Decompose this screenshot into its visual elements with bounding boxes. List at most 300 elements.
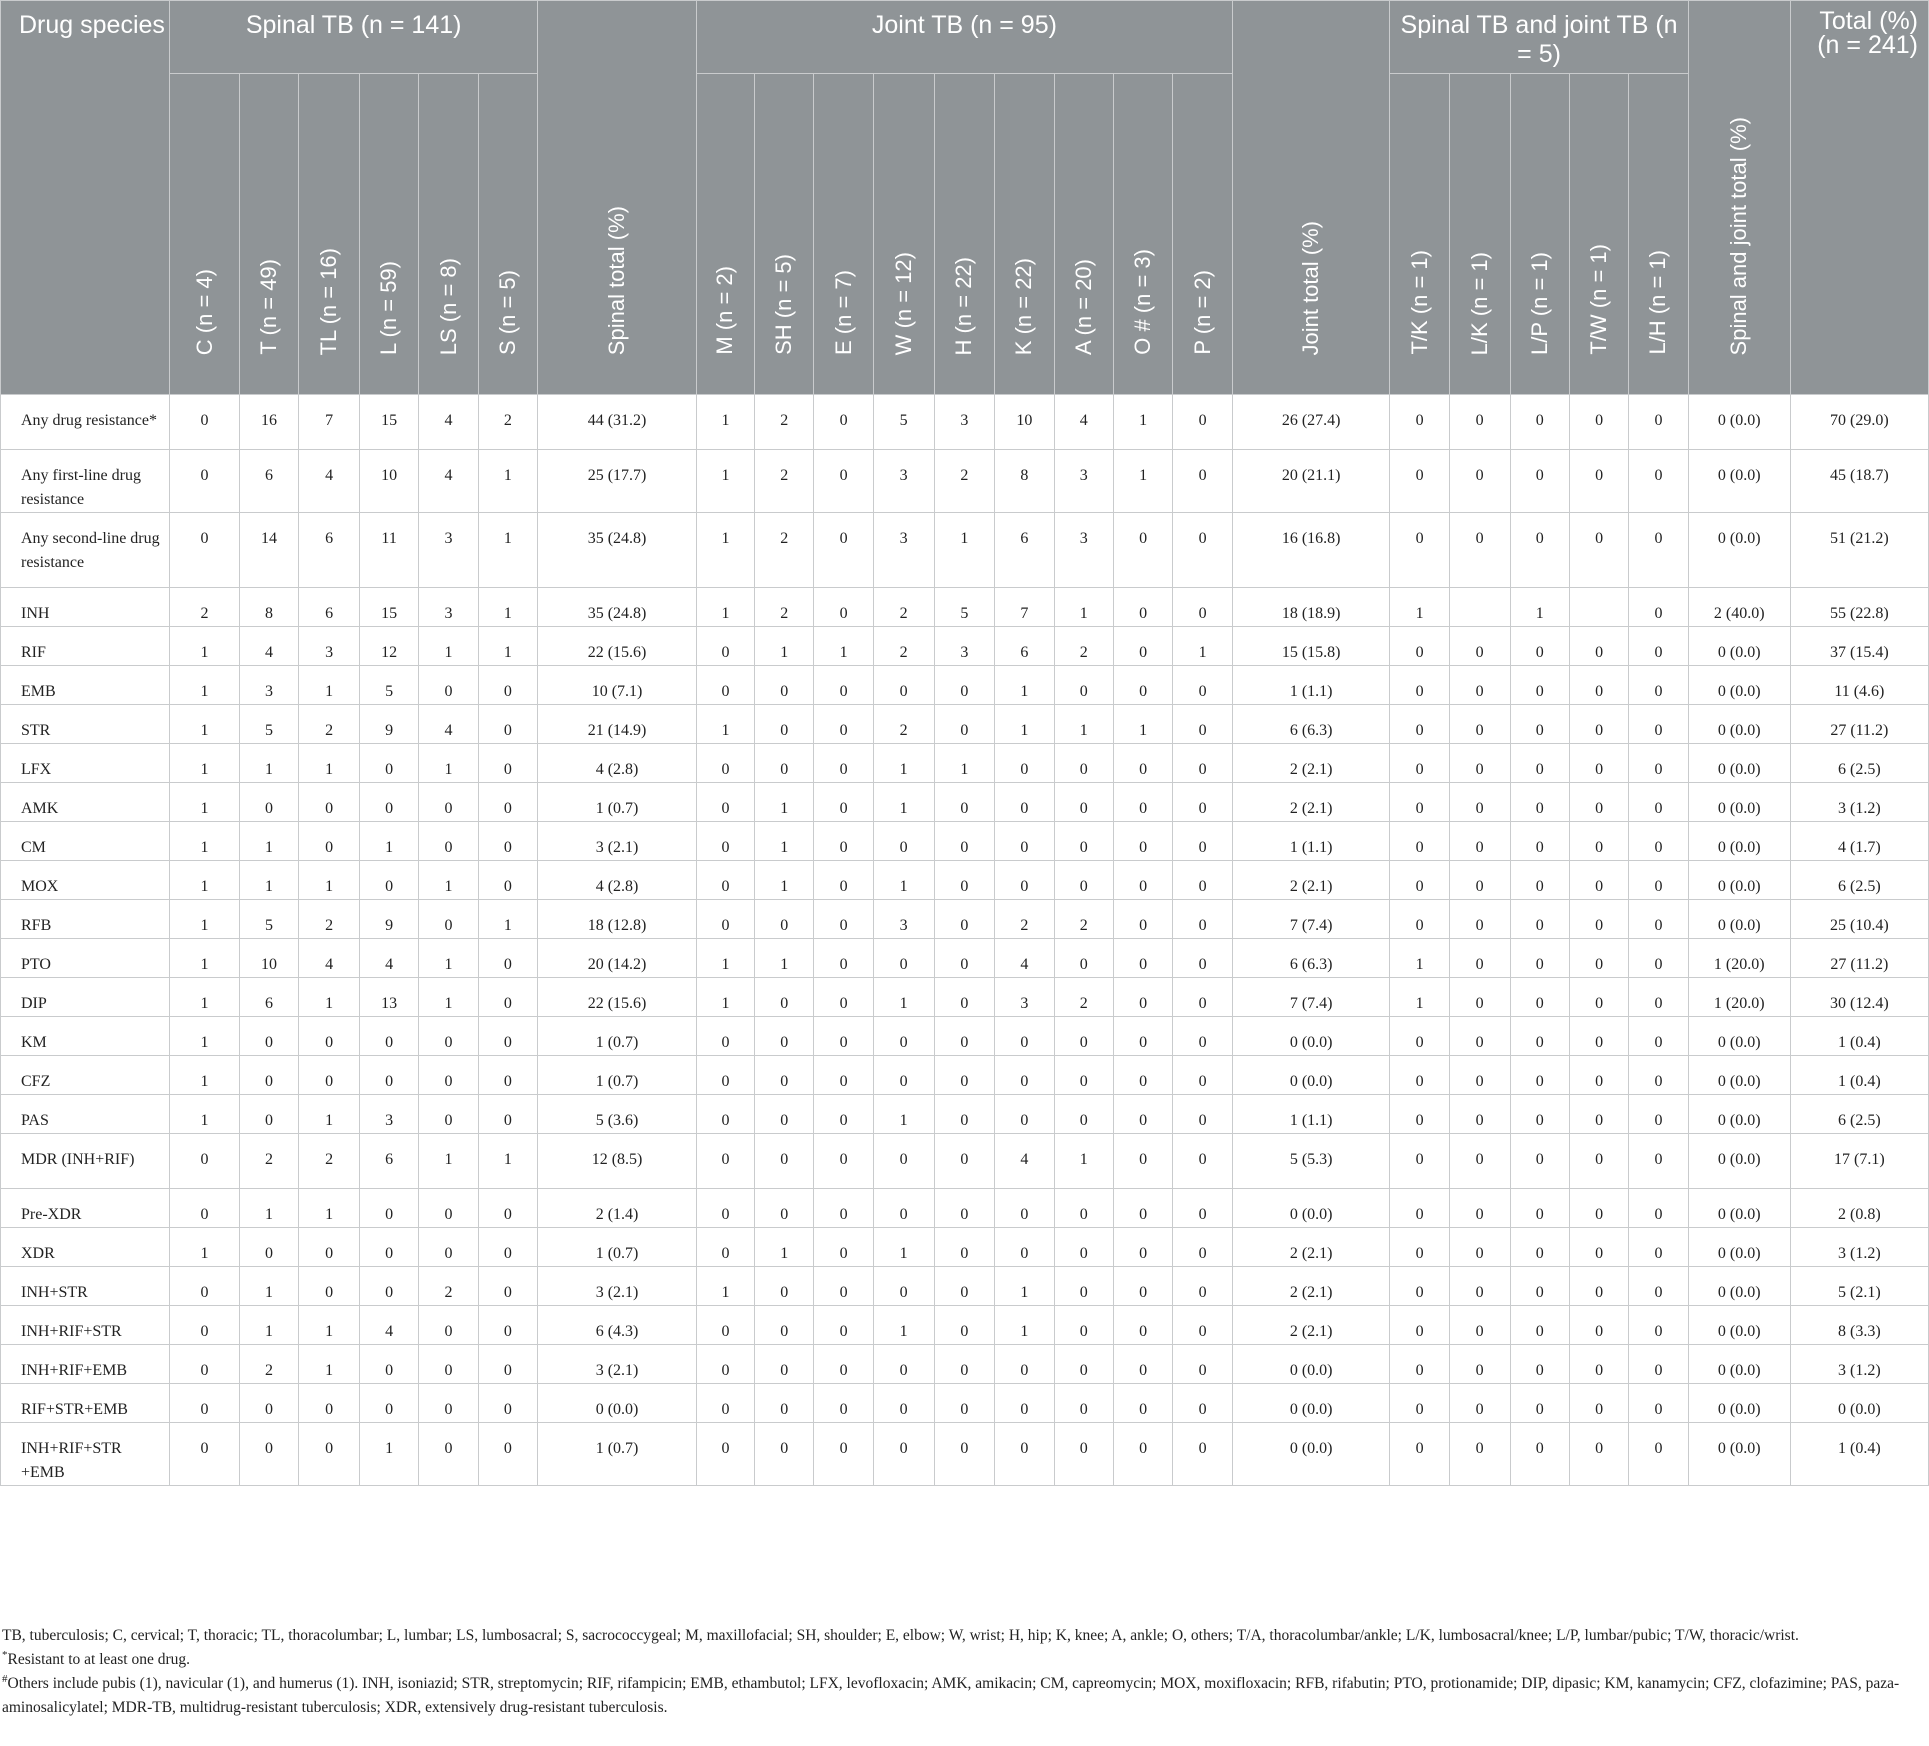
table-cell: 4 (1.7) bbox=[1790, 822, 1928, 861]
table-cell: 6 bbox=[995, 627, 1054, 666]
table-cell: 0 (0.0) bbox=[1688, 1056, 1790, 1095]
table-cell: 0 bbox=[359, 1017, 418, 1056]
table-cell: 0 bbox=[814, 783, 873, 822]
table-row bbox=[1, 1095, 1929, 1134]
column-header-label: S (n = 5) bbox=[494, 270, 520, 355]
table-cell: 4 bbox=[359, 939, 418, 978]
table-cell: 0 bbox=[934, 1017, 995, 1056]
table-cell bbox=[1569, 588, 1628, 627]
table-cell: 0 bbox=[1449, 1134, 1510, 1189]
table-cell: 1 bbox=[419, 939, 478, 978]
table-row bbox=[1, 705, 1929, 744]
table-cell: 0 bbox=[1449, 744, 1510, 783]
table-cell: 0 bbox=[1510, 822, 1569, 861]
table-cell: 0 bbox=[1173, 705, 1233, 744]
table-cell: 18 (12.8) bbox=[538, 900, 697, 939]
column-header-label: T/K (n = 1) bbox=[1406, 250, 1432, 355]
table-cell: 0 bbox=[814, 1095, 873, 1134]
table-cell: 0 bbox=[1113, 1095, 1172, 1134]
table-cell: 4 (2.8) bbox=[538, 861, 697, 900]
table-cell: 1 bbox=[696, 450, 754, 513]
table-cell: 0 bbox=[814, 1423, 873, 1486]
table-cell: 0 bbox=[419, 1228, 478, 1267]
table-cell: 0 bbox=[1173, 1095, 1233, 1134]
table-header bbox=[1, 1, 1929, 395]
table-cell: 0 bbox=[1113, 1017, 1172, 1056]
column-header-label: Spinal total (%) bbox=[604, 205, 630, 355]
table-cell: 10 bbox=[239, 939, 298, 978]
table-cell: 1 bbox=[1510, 588, 1569, 627]
table-cell: 2 (2.1) bbox=[1232, 1267, 1390, 1306]
table-cell: 0 bbox=[1054, 939, 1113, 978]
table-cell: 0 (0.0) bbox=[1688, 666, 1790, 705]
table-cell: 0 bbox=[1390, 1095, 1449, 1134]
table-cell: 0 bbox=[755, 978, 814, 1017]
table-cell: 9 bbox=[359, 900, 418, 939]
table-cell: 1 bbox=[995, 1267, 1054, 1306]
table-cell: 0 bbox=[1173, 939, 1233, 978]
table-cell: 1 bbox=[170, 1095, 240, 1134]
column-header-label: TL (n = 16) bbox=[316, 247, 342, 355]
table-cell: 0 bbox=[814, 900, 873, 939]
table-cell: 0 bbox=[359, 1384, 418, 1423]
table-cell: 0 bbox=[1629, 1306, 1688, 1345]
table-cell: 0 bbox=[1569, 783, 1628, 822]
table-cell: 2 (40.0) bbox=[1688, 588, 1790, 627]
table-cell: 5 (5.3) bbox=[1232, 1134, 1390, 1189]
header-joint-tb: Joint TB (n = 95) bbox=[696, 1, 1232, 74]
table-cell: 0 bbox=[170, 1423, 240, 1486]
table-cell: 1 bbox=[170, 1017, 240, 1056]
table-cell: 1 bbox=[299, 1095, 360, 1134]
table-cell: 0 (0.0) bbox=[1688, 1134, 1790, 1189]
table-cell: 70 (29.0) bbox=[1790, 395, 1928, 450]
drug-label: INH bbox=[1, 588, 170, 627]
table-cell: 0 bbox=[1054, 1189, 1113, 1228]
table-cell: 0 bbox=[239, 1017, 298, 1056]
table-cell: 1 bbox=[239, 822, 298, 861]
table-cell: 1 bbox=[755, 861, 814, 900]
table-cell: 1 bbox=[299, 1189, 360, 1228]
header-spinal-tb: Spinal TB (n = 141) bbox=[170, 1, 538, 74]
column-header-15 bbox=[1173, 74, 1233, 395]
drug-label: INH+STR bbox=[1, 1267, 170, 1306]
table-cell: 1 bbox=[934, 513, 995, 588]
table-cell: 0 bbox=[1054, 861, 1113, 900]
table-cell: 0 bbox=[814, 450, 873, 513]
drug-label: Any first-line drug resistance bbox=[1, 450, 170, 513]
table-cell: 1 bbox=[419, 978, 478, 1017]
table-cell: 0 bbox=[1173, 978, 1233, 1017]
table-cell: 0 bbox=[170, 450, 240, 513]
table-cell: 0 bbox=[1390, 450, 1449, 513]
table-cell: 0 bbox=[1569, 861, 1628, 900]
table-cell: 0 bbox=[1390, 513, 1449, 588]
table-cell: 0 bbox=[1569, 1134, 1628, 1189]
column-header-21 bbox=[1629, 74, 1688, 395]
table-cell: 1 bbox=[478, 450, 537, 513]
column-header-label: L/K (n = 1) bbox=[1466, 251, 1492, 355]
table-cell: 0 bbox=[1569, 1056, 1628, 1095]
table-cell: 3 bbox=[934, 395, 995, 450]
table-cell: 2 bbox=[239, 1345, 298, 1384]
table-cell: 0 bbox=[873, 1056, 934, 1095]
table-cell: 0 bbox=[1510, 1267, 1569, 1306]
table-cell: 0 bbox=[1449, 939, 1510, 978]
table-cell: 0 bbox=[478, 1095, 537, 1134]
table-cell: 0 bbox=[1173, 450, 1233, 513]
table-cell: 0 bbox=[419, 1423, 478, 1486]
table-cell: 0 bbox=[359, 1228, 418, 1267]
table-cell: 1 (0.4) bbox=[1790, 1017, 1928, 1056]
table-cell: 2 bbox=[873, 627, 934, 666]
table-cell: 12 bbox=[359, 627, 418, 666]
table-cell: 0 bbox=[1629, 1267, 1688, 1306]
table-cell: 0 bbox=[1390, 1189, 1449, 1228]
table-cell: 0 bbox=[359, 744, 418, 783]
table-cell: 0 (0.0) bbox=[1688, 705, 1790, 744]
table-cell: 1 bbox=[1113, 705, 1172, 744]
table-cell: 0 bbox=[1510, 939, 1569, 978]
table-row bbox=[1, 627, 1929, 666]
table-cell: 1 bbox=[299, 1345, 360, 1384]
table-cell: 0 bbox=[696, 1384, 754, 1423]
table-cell: 1 bbox=[299, 744, 360, 783]
table-cell: 1 (1.1) bbox=[1232, 666, 1390, 705]
table-cell: 0 bbox=[1054, 1017, 1113, 1056]
table-cell: 0 bbox=[1569, 1384, 1628, 1423]
table-cell: 30 (12.4) bbox=[1790, 978, 1928, 1017]
column-header-label: W (n = 12) bbox=[890, 251, 916, 355]
table-cell: 12 (8.5) bbox=[538, 1134, 697, 1189]
table-cell: 0 bbox=[696, 1017, 754, 1056]
table-cell: 0 bbox=[814, 1345, 873, 1384]
table-row bbox=[1, 1306, 1929, 1345]
table-cell: 5 bbox=[873, 395, 934, 450]
table-cell: 0 bbox=[1390, 395, 1449, 450]
footnote-hash-text: Others include pubis (1), navicular (1), and humerus (1). INH, isoniazid; STR, streptomycin; RIF, rifampicin; EMB, ethambutol; LFX, levofloxacin; AMK, amikacin; CM, capreomycin; MOX, moxifloxacin; RFB, rifabutin; PTO, protionamide; DIP, dipasic; KM, kanamycin; CFZ, clofazimine; PAS, paza-aminosalicylatel; MDR-TB, multidrug-resistant tuberculosis; XDR, extensively drug-resistant tuberculosis. bbox=[2, 1675, 1900, 1716]
table-cell: 0 bbox=[755, 1306, 814, 1345]
table-cell: 0 bbox=[814, 861, 873, 900]
table-cell: 3 (1.2) bbox=[1790, 1345, 1928, 1384]
table-cell: 0 bbox=[814, 978, 873, 1017]
table-cell: 0 bbox=[478, 978, 537, 1017]
table-cell: 0 bbox=[995, 1189, 1054, 1228]
drug-label: Pre-XDR bbox=[1, 1189, 170, 1228]
table-cell: 0 bbox=[755, 666, 814, 705]
table-cell: 2 (2.1) bbox=[1232, 783, 1390, 822]
column-header-9 bbox=[814, 74, 873, 395]
table-cell: 0 bbox=[1113, 783, 1172, 822]
table-cell: 0 bbox=[1629, 1384, 1688, 1423]
table-cell: 0 (0.0) bbox=[538, 1384, 697, 1423]
table-cell: 0 bbox=[814, 666, 873, 705]
table-cell: 0 bbox=[1569, 900, 1628, 939]
table-cell: 37 (15.4) bbox=[1790, 627, 1928, 666]
table-cell: 6 bbox=[299, 588, 360, 627]
footnote-star-mark: * bbox=[2, 1648, 8, 1661]
table-cell: 1 bbox=[239, 744, 298, 783]
table-cell: 0 bbox=[934, 1384, 995, 1423]
table-row bbox=[1, 744, 1929, 783]
table-cell: 0 bbox=[934, 1134, 995, 1189]
footnote-hash-mark: # bbox=[2, 1672, 8, 1685]
table-cell: 0 bbox=[873, 666, 934, 705]
column-header-label: L/H (n = 1) bbox=[1645, 250, 1671, 355]
table-cell: 2 (2.1) bbox=[1232, 861, 1390, 900]
table-cell: 6 bbox=[239, 978, 298, 1017]
footnotes bbox=[0, 1624, 1929, 1720]
table-cell: 0 bbox=[1510, 627, 1569, 666]
table-cell: 0 bbox=[1113, 627, 1172, 666]
table-row bbox=[1, 666, 1929, 705]
table-cell: 0 bbox=[1054, 1056, 1113, 1095]
table-cell: 0 bbox=[814, 1267, 873, 1306]
table-cell: 0 bbox=[934, 705, 995, 744]
table-cell: 2 bbox=[755, 588, 814, 627]
table-cell: 0 bbox=[1390, 705, 1449, 744]
table-cell: 0 bbox=[755, 1056, 814, 1095]
table-row bbox=[1, 1017, 1929, 1056]
table-cell: 0 bbox=[1173, 1056, 1233, 1095]
table-cell: 1 bbox=[239, 1189, 298, 1228]
table-cell: 0 bbox=[1449, 450, 1510, 513]
drug-label: CFZ bbox=[1, 1056, 170, 1095]
table-cell: 0 bbox=[1054, 1423, 1113, 1486]
column-header-8 bbox=[755, 74, 814, 395]
table-cell: 35 (24.8) bbox=[538, 588, 697, 627]
table-cell: 4 bbox=[995, 1134, 1054, 1189]
table-cell: 0 bbox=[359, 1189, 418, 1228]
table-cell: 0 bbox=[1629, 627, 1688, 666]
footnote-hash bbox=[0, 1672, 1929, 1720]
table-cell: 1 bbox=[478, 513, 537, 588]
table-cell: 35 (24.8) bbox=[538, 513, 697, 588]
table-cell: 22 (15.6) bbox=[538, 978, 697, 1017]
table-cell: 0 bbox=[1629, 1017, 1688, 1056]
table-cell: 0 bbox=[873, 1423, 934, 1486]
table-cell bbox=[1449, 588, 1510, 627]
drug-label: PAS bbox=[1, 1095, 170, 1134]
table-cell: 6 bbox=[995, 513, 1054, 588]
column-header-10 bbox=[873, 74, 934, 395]
table-cell: 0 bbox=[755, 744, 814, 783]
table-cell: 1 bbox=[170, 939, 240, 978]
table-cell: 1 bbox=[419, 744, 478, 783]
table-cell: 0 bbox=[1629, 588, 1688, 627]
header-total: Total (%) (n = 241) bbox=[1790, 1, 1928, 395]
drug-label: STR bbox=[1, 705, 170, 744]
table-cell: 0 (0.0) bbox=[1688, 1423, 1790, 1486]
table-cell: 1 bbox=[814, 627, 873, 666]
table-cell: 1 bbox=[419, 1134, 478, 1189]
table-cell: 1 bbox=[1054, 588, 1113, 627]
table-cell: 0 bbox=[1390, 861, 1449, 900]
table-cell: 0 bbox=[1569, 1095, 1628, 1134]
table-cell: 0 bbox=[755, 1267, 814, 1306]
table-cell: 0 bbox=[1510, 1306, 1569, 1345]
table-cell: 1 bbox=[696, 939, 754, 978]
table-cell: 0 bbox=[696, 1306, 754, 1345]
drug-label: DIP bbox=[1, 978, 170, 1017]
table-cell: 0 bbox=[1173, 900, 1233, 939]
table-cell: 15 (15.8) bbox=[1232, 627, 1390, 666]
table-cell: 15 bbox=[359, 395, 418, 450]
table-cell: 0 bbox=[1390, 1056, 1449, 1095]
table-cell: 5 bbox=[239, 900, 298, 939]
table-cell: 0 (0.0) bbox=[1790, 1384, 1928, 1423]
table-cell: 0 bbox=[1510, 978, 1569, 1017]
table-cell: 1 bbox=[170, 666, 240, 705]
table-cell: 1 bbox=[873, 978, 934, 1017]
table-cell: 1 bbox=[170, 1056, 240, 1095]
table-cell: 0 bbox=[995, 1017, 1054, 1056]
column-header-label: M (n = 2) bbox=[712, 266, 738, 355]
column-header-label: C (n = 4) bbox=[191, 268, 217, 355]
table-cell: 0 bbox=[1629, 395, 1688, 450]
table-cell: 3 bbox=[873, 450, 934, 513]
table-cell: 0 bbox=[934, 861, 995, 900]
table-row bbox=[1, 588, 1929, 627]
table-cell: 0 bbox=[1173, 395, 1233, 450]
table-cell: 0 (0.0) bbox=[1688, 861, 1790, 900]
table-cell: 0 bbox=[814, 1384, 873, 1423]
table-cell: 3 (2.1) bbox=[538, 1267, 697, 1306]
table-cell: 0 bbox=[478, 1384, 537, 1423]
table-cell: 21 (14.9) bbox=[538, 705, 697, 744]
table-cell: 7 (7.4) bbox=[1232, 900, 1390, 939]
table-row bbox=[1, 861, 1929, 900]
table-row bbox=[1, 395, 1929, 450]
table-cell: 1 bbox=[419, 627, 478, 666]
table-cell: 2 bbox=[755, 450, 814, 513]
table-cell: 0 bbox=[995, 822, 1054, 861]
table-cell: 0 bbox=[696, 1423, 754, 1486]
table-cell: 1 (0.7) bbox=[538, 783, 697, 822]
table-cell: 6 (6.3) bbox=[1232, 939, 1390, 978]
table-row bbox=[1, 822, 1929, 861]
table-cell: 0 bbox=[1510, 450, 1569, 513]
table-cell: 10 bbox=[359, 450, 418, 513]
table-cell: 1 bbox=[873, 1306, 934, 1345]
table-cell: 0 (0.0) bbox=[1688, 1017, 1790, 1056]
table-cell: 0 bbox=[1113, 1056, 1172, 1095]
table-cell: 0 bbox=[814, 395, 873, 450]
table-cell: 3 bbox=[419, 513, 478, 588]
table-cell: 4 bbox=[419, 395, 478, 450]
table-cell: 20 (21.1) bbox=[1232, 450, 1390, 513]
table-cell: 0 bbox=[1113, 1267, 1172, 1306]
table-cell: 0 bbox=[170, 395, 240, 450]
table-cell: 0 (0.0) bbox=[1688, 1189, 1790, 1228]
table-cell: 0 bbox=[419, 783, 478, 822]
column-header-3 bbox=[359, 74, 418, 395]
table-body bbox=[1, 395, 1929, 1486]
table-cell: 45 (18.7) bbox=[1790, 450, 1928, 513]
table-cell: 1 bbox=[478, 627, 537, 666]
drug-label: XDR bbox=[1, 1228, 170, 1267]
table-cell: 0 bbox=[419, 1189, 478, 1228]
table-cell: 1 bbox=[170, 744, 240, 783]
table-cell: 1 bbox=[995, 666, 1054, 705]
table-cell: 7 bbox=[995, 588, 1054, 627]
table-cell: 6 (2.5) bbox=[1790, 1095, 1928, 1134]
footnote-star bbox=[0, 1648, 1929, 1672]
table-cell: 0 (0.0) bbox=[1232, 1345, 1390, 1384]
column-header-0 bbox=[170, 74, 240, 395]
table-cell: 0 bbox=[934, 900, 995, 939]
drug-label: Any drug resistance* bbox=[1, 395, 170, 450]
table-cell: 3 bbox=[1054, 513, 1113, 588]
drug-label: PTO bbox=[1, 939, 170, 978]
table-cell: 0 bbox=[1449, 900, 1510, 939]
table-cell: 1 bbox=[170, 822, 240, 861]
table-cell: 1 bbox=[1054, 705, 1113, 744]
table-cell: 0 bbox=[359, 1345, 418, 1384]
table-cell: 0 (0.0) bbox=[1232, 1384, 1390, 1423]
table-cell: 0 (0.0) bbox=[1688, 513, 1790, 588]
table-cell: 0 bbox=[1113, 744, 1172, 783]
table-cell: 0 bbox=[814, 705, 873, 744]
table-cell: 3 bbox=[873, 513, 934, 588]
table-cell: 0 bbox=[1173, 1306, 1233, 1345]
table-cell: 0 bbox=[1629, 1189, 1688, 1228]
table-cell: 0 bbox=[873, 1017, 934, 1056]
table-cell: 1 bbox=[170, 978, 240, 1017]
column-header-label: O # (n = 3) bbox=[1130, 249, 1156, 355]
table-cell: 0 bbox=[1510, 861, 1569, 900]
table-cell: 7 bbox=[299, 395, 360, 450]
table-cell: 0 bbox=[934, 1423, 995, 1486]
table-cell: 0 (0.0) bbox=[1232, 1423, 1390, 1486]
table-cell: 0 bbox=[1054, 1345, 1113, 1384]
table-cell: 0 bbox=[934, 978, 995, 1017]
table-cell: 0 bbox=[1449, 1345, 1510, 1384]
table-cell: 5 bbox=[934, 588, 995, 627]
table-cell: 22 (15.6) bbox=[538, 627, 697, 666]
table-cell: 0 bbox=[478, 1423, 537, 1486]
table-cell: 20 (14.2) bbox=[538, 939, 697, 978]
column-header-label: H (n = 22) bbox=[951, 256, 977, 355]
table-cell: 0 bbox=[1113, 666, 1172, 705]
table-cell: 0 bbox=[873, 1345, 934, 1384]
table-cell: 0 bbox=[1629, 861, 1688, 900]
table-cell: 3 bbox=[934, 627, 995, 666]
table-cell: 4 bbox=[1054, 395, 1113, 450]
table-cell: 1 bbox=[1054, 1134, 1113, 1189]
table-cell: 0 bbox=[1173, 1384, 1233, 1423]
table-cell: 4 (2.8) bbox=[538, 744, 697, 783]
table-cell: 0 bbox=[1510, 395, 1569, 450]
footnote-star-text: Resistant to at least one drug. bbox=[7, 1651, 191, 1668]
table-cell: 1 bbox=[1390, 588, 1449, 627]
table-cell: 0 bbox=[1390, 666, 1449, 705]
table-cell: 0 bbox=[1173, 588, 1233, 627]
table-cell: 0 bbox=[1390, 1267, 1449, 1306]
table-cell: 0 bbox=[239, 1228, 298, 1267]
table-cell: 1 bbox=[170, 1228, 240, 1267]
table-row bbox=[1, 513, 1929, 588]
table-cell: 0 (0.0) bbox=[1688, 395, 1790, 450]
table-cell: 0 bbox=[1569, 1423, 1628, 1486]
table-cell: 3 (2.1) bbox=[538, 822, 697, 861]
table-row bbox=[1, 783, 1929, 822]
table-cell: 0 bbox=[1390, 1134, 1449, 1189]
table-cell: 7 (7.4) bbox=[1232, 978, 1390, 1017]
table-cell: 0 bbox=[1113, 1189, 1172, 1228]
drug-label: LFX bbox=[1, 744, 170, 783]
table-cell: 15 bbox=[359, 588, 418, 627]
